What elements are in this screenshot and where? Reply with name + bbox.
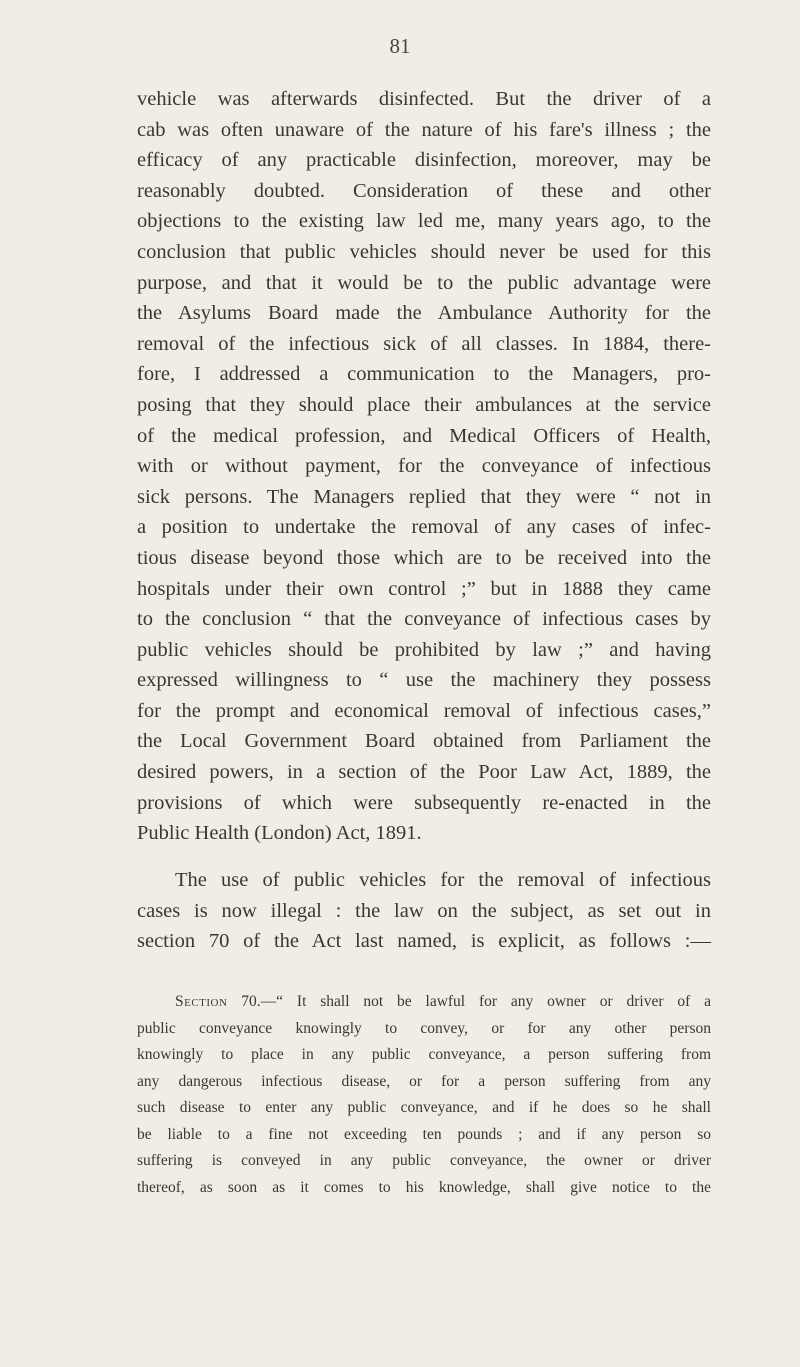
quote-line: knowingly to place in any public conveyance, a person suffering from bbox=[137, 1046, 711, 1063]
statute-quotation bbox=[137, 989, 711, 1201]
text-line: public vehicles should be prohibited by law ;” and having bbox=[137, 638, 711, 661]
text-line: Public Health (London) Act, 1891. bbox=[137, 822, 422, 845]
quote-line: public conveyance knowingly to convey, or for any other person bbox=[137, 1019, 711, 1037]
quote-line-text: 70.—“ It shall not be lawful for any owner or driver of a bbox=[227, 993, 711, 1010]
text-line: posing that they should place their ambulances at the service bbox=[137, 393, 711, 416]
text-line: of the medical profession, and Medical Officers of Health, bbox=[137, 424, 711, 447]
text-line: objections to the existing law led me, many years ago, to the bbox=[137, 210, 711, 233]
text-line: The use of public vehicles for the removal of infectious bbox=[175, 869, 711, 891]
quote-line: such disease to enter any public conveyance, and if he does so he shall bbox=[137, 1099, 711, 1116]
text-line: cab was often unaware of the nature of his fare's illness ; the bbox=[137, 118, 711, 141]
text-line: hospitals under their own control ;” but in 1888 they came bbox=[137, 577, 711, 600]
text-line: purpose, and that it would be to the public advantage were bbox=[137, 271, 711, 294]
text-line: the Local Government Board obtained from Parliament the bbox=[137, 730, 711, 753]
quote-line: suffering is conveyed in any public conveyance, the owner or driver bbox=[137, 1152, 711, 1169]
text-line: desired powers, in a section of the Poor Law Act, 1889, the bbox=[137, 761, 711, 784]
text-line: reasonably doubted. Consideration of these and other bbox=[137, 179, 711, 202]
paragraph-1 bbox=[137, 84, 711, 849]
text-line: conclusion that public vehicles should never be used for this bbox=[137, 240, 711, 263]
section-label: Section bbox=[175, 993, 228, 1010]
text-line: vehicle was afterwards disinfected. But the driver of a bbox=[137, 88, 711, 110]
quote-line: thereof, as soon as it comes to his knowledge, shall give notice to the bbox=[137, 1178, 711, 1196]
text-line: with or without payment, for the conveyance of infectious bbox=[137, 455, 711, 478]
text-line: for the prompt and economical removal of infectious cases,” bbox=[137, 699, 711, 722]
text-line: provisions of which were subsequently re-enacted in the bbox=[137, 791, 711, 814]
text-line: cases is now illegal : the law on the subject, as set out in bbox=[137, 899, 711, 922]
quote-line: be liable to a fine not exceeding ten pounds ; and if any person so bbox=[137, 1125, 711, 1143]
text-line: tious disease beyond those which are to be received into the bbox=[137, 546, 711, 569]
text-line: sick persons. The Managers replied that they were “ not in bbox=[137, 485, 711, 508]
text-line: efficacy of any practicable disinfection, moreover, may be bbox=[137, 149, 711, 172]
paragraph-2 bbox=[137, 865, 711, 957]
text-line: expressed willingness to “ use the machinery they possess bbox=[137, 669, 711, 692]
text-line: to the conclusion “ that the conveyance of infectious cases by bbox=[137, 608, 711, 631]
text-line: the Asylums Board made the Ambulance Authority for the bbox=[137, 302, 711, 325]
quote-line: any dangerous infectious disease, or for a person suffering from any bbox=[137, 1072, 711, 1090]
text-line: section 70 of the Act last named, is explicit, as follows :— bbox=[137, 930, 711, 953]
quote-line bbox=[137, 989, 711, 1016]
text-line: a position to undertake the removal of any cases of infec- bbox=[137, 516, 711, 539]
text-line: fore, I addressed a communication to the Managers, pro- bbox=[137, 363, 711, 386]
page-number: 81 bbox=[389, 34, 411, 58]
text-line: removal of the infectious sick of all classes. In 1884, there- bbox=[137, 332, 711, 355]
